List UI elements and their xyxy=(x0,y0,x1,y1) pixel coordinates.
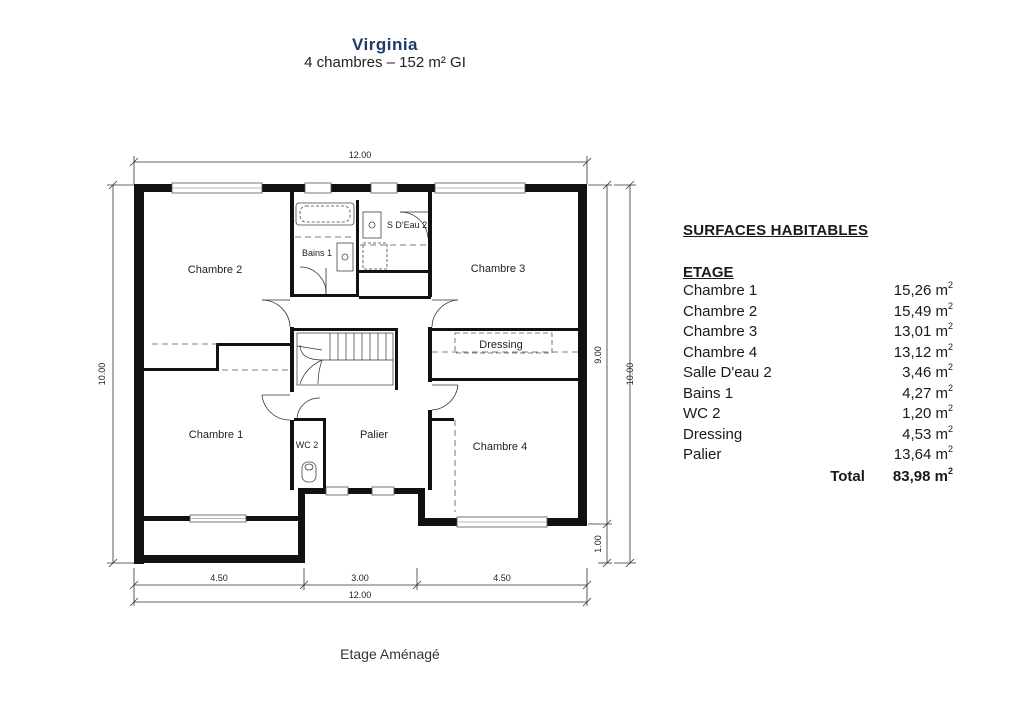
plan-caption: Etage Aménagé xyxy=(340,646,440,662)
dim-right-inner: 9.00 xyxy=(593,346,603,364)
surface-row xyxy=(683,445,953,466)
exterior-walls xyxy=(134,184,587,564)
surface-row xyxy=(683,384,953,405)
surface-row xyxy=(683,302,953,323)
surfaces-title: SURFACES HABITABLES xyxy=(683,222,869,239)
dim-bottom-left: 4.50 xyxy=(210,573,228,583)
surface-room-value: 4,53 $m^2$ xyxy=(902,423,953,443)
surface-room-value: 15,49 $m^2$ xyxy=(893,300,953,320)
surface-room-name: Palier xyxy=(683,446,722,463)
staircase xyxy=(297,333,393,385)
surface-room-name: Chambre 4 xyxy=(683,343,758,361)
room-label-sdeau2: S D'Eau 2 xyxy=(386,220,428,230)
dim-right-outer: 10.00 xyxy=(625,362,635,386)
room-label-wc2: WC 2 xyxy=(295,440,319,450)
room-label-chambre2: Chambre 2 xyxy=(187,264,243,276)
surface-room-value: 1,20 $m^2$ xyxy=(902,403,953,422)
model-subtitle: 4 chambres – 152 m² GI xyxy=(304,54,466,71)
dim-bottom-total: 12.00 xyxy=(348,590,372,600)
surface-rows xyxy=(683,281,953,466)
total-label: Total xyxy=(830,467,865,485)
surface-room-name: Chambre 2 xyxy=(683,302,758,320)
surface-row xyxy=(683,322,953,343)
dim-bottom-right: 4.50 xyxy=(493,573,511,583)
model-title: Virginia xyxy=(351,35,419,54)
surface-room-value: 13,64 $m^2$ xyxy=(893,444,953,463)
surface-room-value: 4,27 $m^2$ xyxy=(902,382,953,402)
surface-row xyxy=(683,281,953,302)
surface-row xyxy=(683,343,953,364)
surface-room-value: 3,46 $m^2$ xyxy=(902,362,953,381)
slope-lines xyxy=(152,237,578,512)
dim-right-small: 1.00 xyxy=(593,535,603,553)
surfaces-level: ETAGE xyxy=(683,264,734,281)
surface-row xyxy=(683,363,953,384)
total-value: 83,98 $m^2$ xyxy=(892,465,953,485)
surface-row xyxy=(683,404,953,425)
room-label-palier: Palier xyxy=(359,429,389,441)
surface-room-value: 15,26 $m^2$ xyxy=(893,280,953,299)
windows xyxy=(172,183,547,527)
surface-room-name: Salle D'eau 2 xyxy=(683,364,772,381)
room-label-bains1: Bains 1 xyxy=(301,248,333,258)
surface-room-name: Chambre 1 xyxy=(683,282,758,299)
room-label-chambre3: Chambre 3 xyxy=(470,263,526,275)
surfaces-table xyxy=(683,222,953,488)
surface-room-name: Chambre 3 xyxy=(683,323,758,340)
dim-bottom-mid: 3.00 xyxy=(351,573,369,583)
surface-room-value: 13,12 $m^2$ xyxy=(893,341,953,361)
window-panes xyxy=(172,188,547,522)
surface-room-name: Bains 1 xyxy=(683,384,734,402)
surface-room-name: WC 2 xyxy=(683,405,721,422)
surfaces-total-row xyxy=(683,466,953,488)
room-label-chambre4: Chambre 4 xyxy=(472,441,528,453)
dim-top: 12.00 xyxy=(348,150,372,160)
room-label-chambre1: Chambre 1 xyxy=(188,429,244,441)
surface-row xyxy=(683,425,953,446)
dim-left: 10.00 xyxy=(97,362,107,386)
surface-room-value: 13,01 $m^2$ xyxy=(893,321,953,340)
surface-room-name: Dressing xyxy=(683,425,743,443)
room-label-dressing: Dressing xyxy=(479,339,523,351)
